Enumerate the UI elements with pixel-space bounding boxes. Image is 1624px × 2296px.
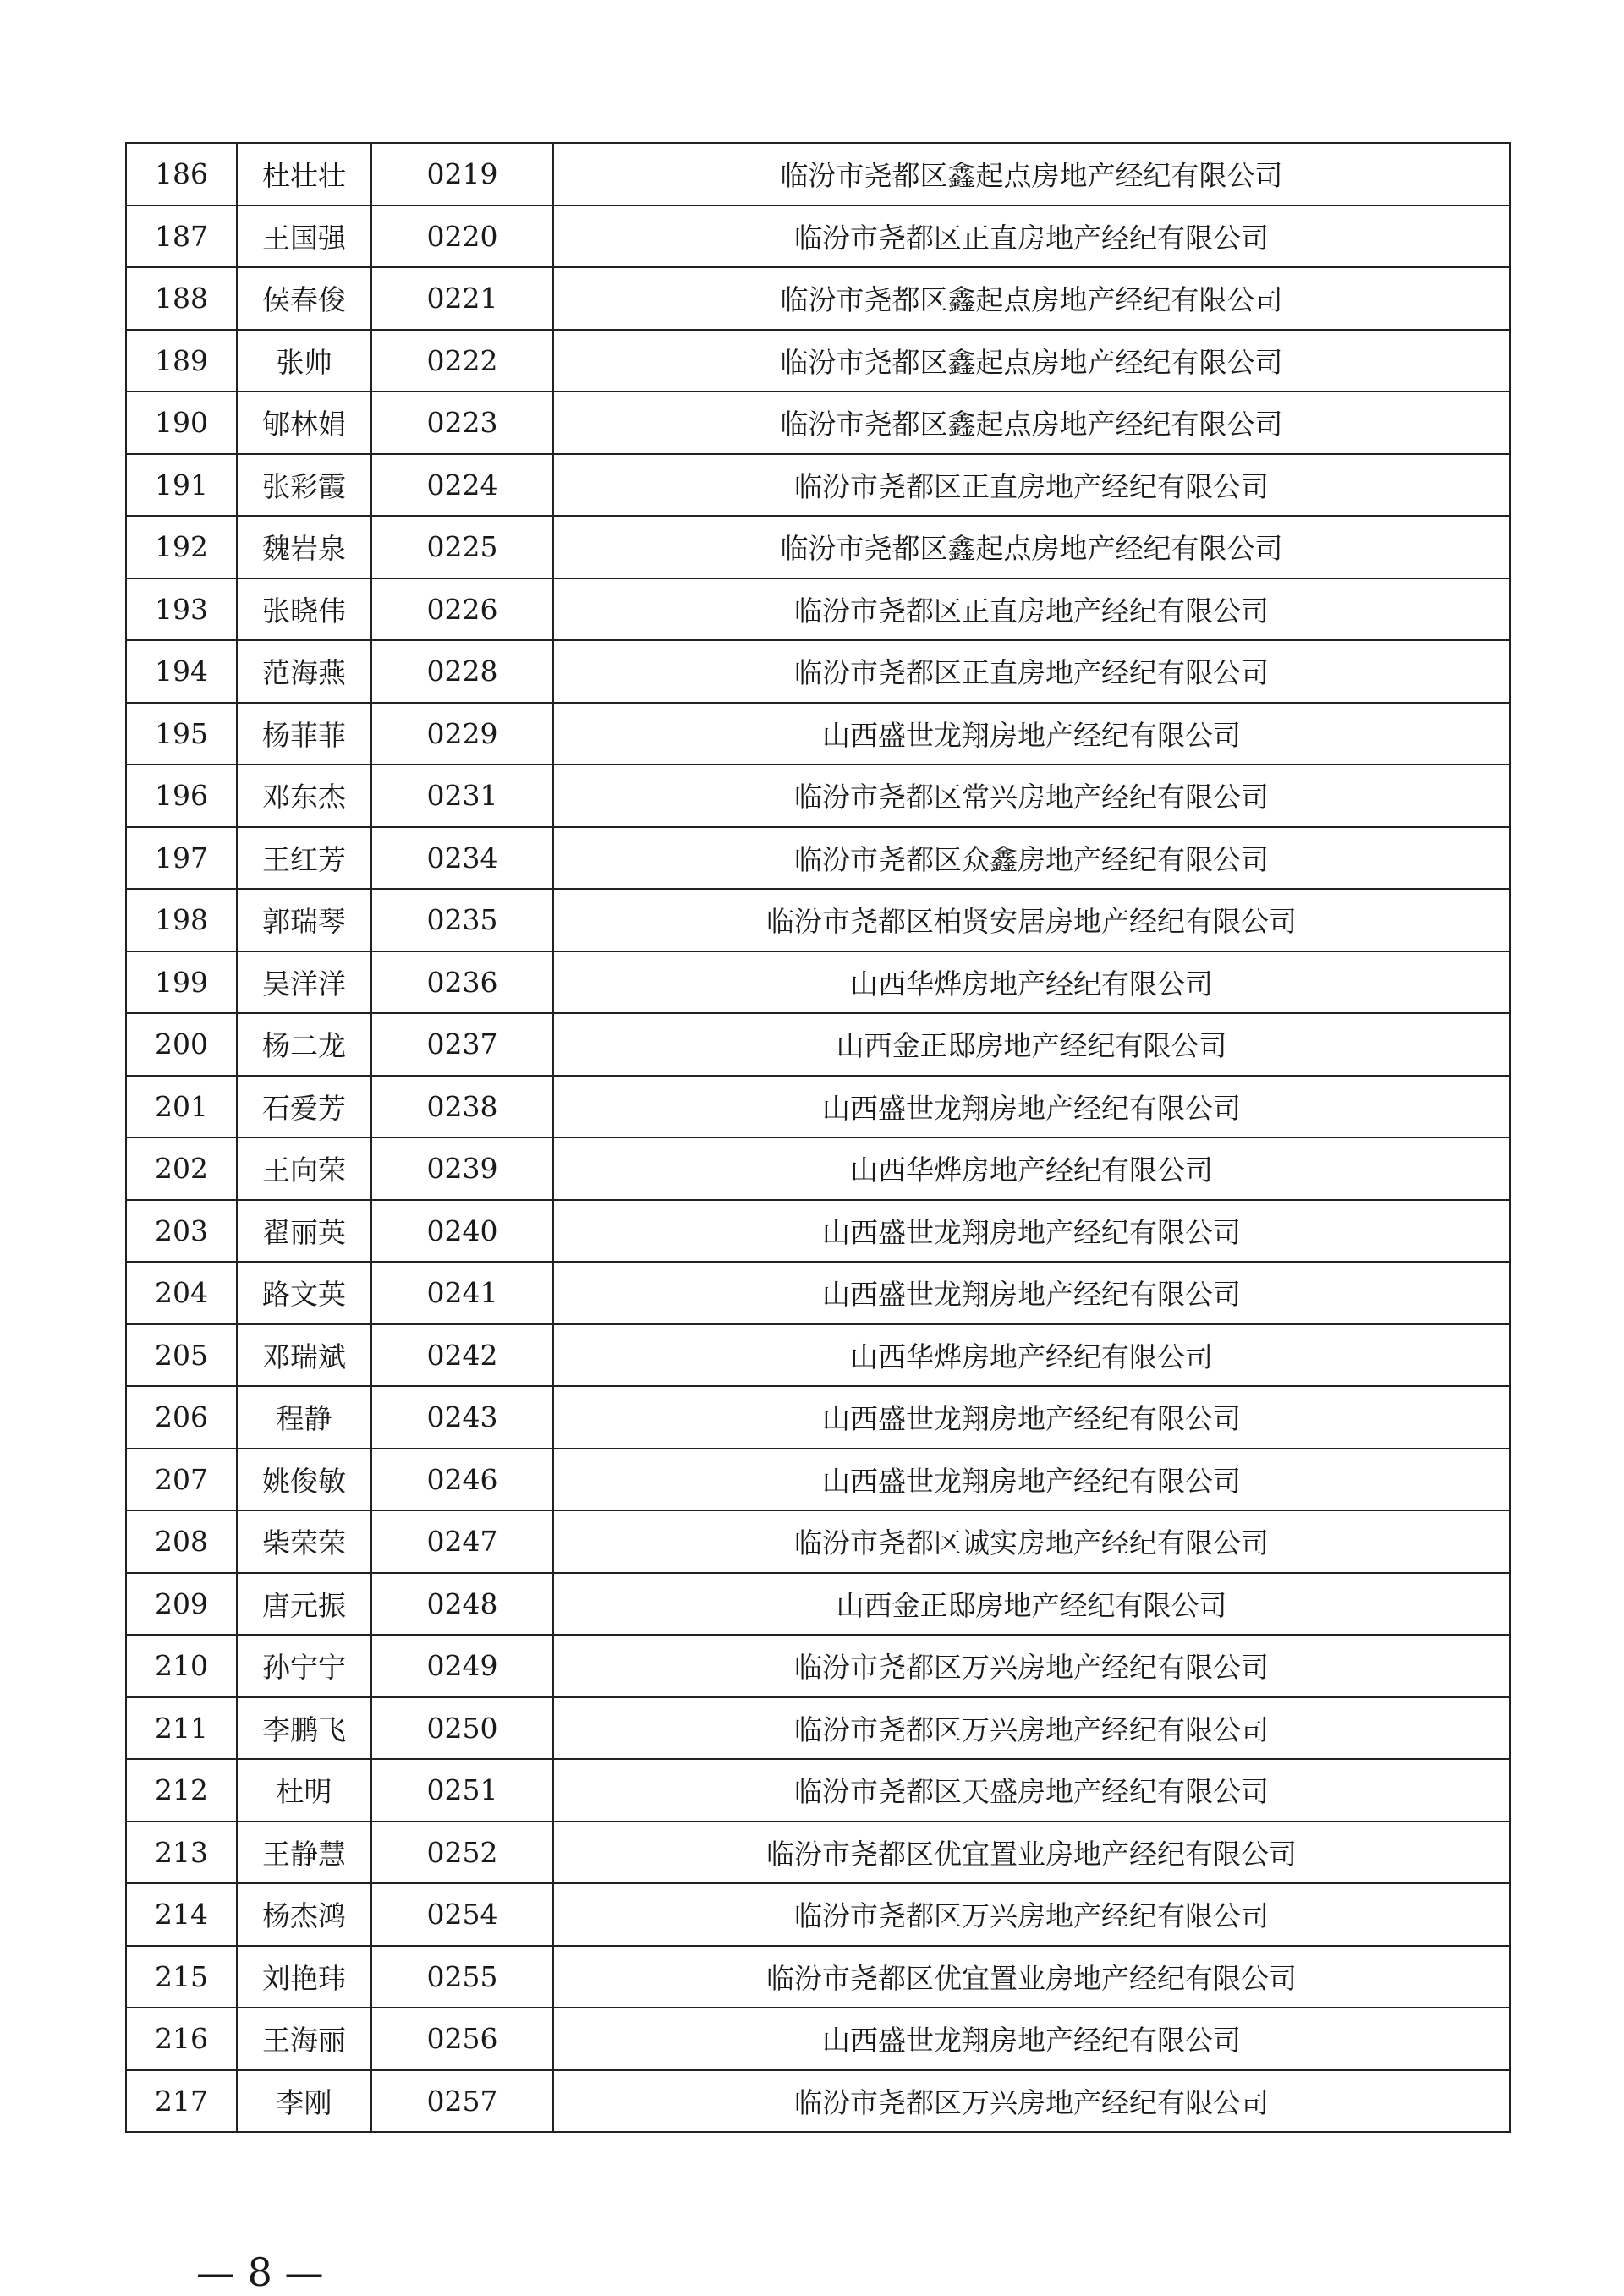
table-row <box>126 1449 1510 1511</box>
table-row <box>126 1013 1510 1076</box>
table-row <box>126 827 1510 890</box>
certificate-code-cell: 0239 <box>371 1137 553 1200</box>
certificate-code-cell: 0225 <box>371 516 553 578</box>
row-number-cell: 188 <box>126 267 237 330</box>
name-cell: 范海燕 <box>237 640 371 703</box>
name-cell: 翟丽英 <box>237 1200 371 1263</box>
name-cell: 王国强 <box>237 205 371 268</box>
company-cell: 临汾市尧都区万兴房地产经纪有限公司 <box>553 2070 1510 2133</box>
certificate-code-cell: 0248 <box>371 1573 553 1636</box>
company-cell: 山西华烨房地产经纪有限公司 <box>553 1324 1510 1387</box>
name-cell: 张晓伟 <box>237 578 371 641</box>
name-cell: 路文英 <box>237 1262 371 1324</box>
table-row <box>126 1697 1510 1760</box>
company-cell: 临汾市尧都区众鑫房地产经纪有限公司 <box>553 827 1510 890</box>
company-cell: 临汾市尧都区优宜置业房地产经纪有限公司 <box>553 1946 1510 2008</box>
table-row <box>126 1822 1510 1884</box>
row-number-cell: 194 <box>126 640 237 703</box>
table-row <box>126 1386 1510 1449</box>
row-number-cell: 208 <box>126 1510 237 1573</box>
company-cell: 山西金正邸房地产经纪有限公司 <box>553 1573 1510 1636</box>
table-row <box>126 1137 1510 1200</box>
table-row <box>126 454 1510 517</box>
name-cell: 杨杰鸿 <box>237 1883 371 1946</box>
table-row <box>126 1076 1510 1138</box>
row-number-cell: 213 <box>126 1822 237 1884</box>
row-number-cell: 195 <box>126 703 237 765</box>
table-row <box>126 392 1510 454</box>
table-row <box>126 330 1510 392</box>
name-cell: 刘艳玮 <box>237 1946 371 2008</box>
company-cell: 临汾市尧都区正直房地产经纪有限公司 <box>553 578 1510 641</box>
name-cell: 邓瑞斌 <box>237 1324 371 1387</box>
company-cell: 临汾市尧都区万兴房地产经纪有限公司 <box>553 1883 1510 1946</box>
company-cell: 山西金正邸房地产经纪有限公司 <box>553 1013 1510 1076</box>
row-number-cell: 193 <box>126 578 237 641</box>
row-number-cell: 214 <box>126 1883 237 1946</box>
company-cell: 山西华烨房地产经纪有限公司 <box>553 1137 1510 1200</box>
row-number-cell: 215 <box>126 1946 237 2008</box>
company-cell: 山西盛世龙翔房地产经纪有限公司 <box>553 1449 1510 1511</box>
company-cell: 临汾市尧都区诚实房地产经纪有限公司 <box>553 1510 1510 1573</box>
row-number-cell: 201 <box>126 1076 237 1138</box>
certificate-code-cell: 0234 <box>371 827 553 890</box>
company-cell: 临汾市尧都区鑫起点房地产经纪有限公司 <box>553 392 1510 454</box>
certificate-code-cell: 0243 <box>371 1386 553 1449</box>
row-number-cell: 210 <box>126 1635 237 1697</box>
company-cell: 山西盛世龙翔房地产经纪有限公司 <box>553 1076 1510 1138</box>
company-cell: 临汾市尧都区鑫起点房地产经纪有限公司 <box>553 330 1510 392</box>
company-cell: 临汾市尧都区正直房地产经纪有限公司 <box>553 640 1510 703</box>
company-cell: 临汾市尧都区万兴房地产经纪有限公司 <box>553 1697 1510 1760</box>
name-cell: 王海丽 <box>237 2008 371 2070</box>
certificate-code-cell: 0223 <box>371 392 553 454</box>
table-row <box>126 2070 1510 2133</box>
certificate-code-cell: 0222 <box>371 330 553 392</box>
table-row <box>126 1635 1510 1697</box>
name-cell: 杜明 <box>237 1759 371 1822</box>
table-row <box>126 1262 1510 1324</box>
company-cell: 临汾市尧都区优宜置业房地产经纪有限公司 <box>553 1822 1510 1884</box>
name-cell: 石爱芳 <box>237 1076 371 1138</box>
row-number-cell: 217 <box>126 2070 237 2133</box>
certificate-code-cell: 0242 <box>371 1324 553 1387</box>
name-cell: 张帅 <box>237 330 371 392</box>
roster-table <box>125 142 1511 2133</box>
company-cell: 山西盛世龙翔房地产经纪有限公司 <box>553 703 1510 765</box>
company-cell: 临汾市尧都区万兴房地产经纪有限公司 <box>553 1635 1510 1697</box>
name-cell: 李刚 <box>237 2070 371 2133</box>
name-cell: 姚俊敏 <box>237 1449 371 1511</box>
name-cell: 杜壮壮 <box>237 143 371 205</box>
certificate-code-cell: 0228 <box>371 640 553 703</box>
certificate-code-cell: 0229 <box>371 703 553 765</box>
certificate-code-cell: 0251 <box>371 1759 553 1822</box>
name-cell: 张彩霞 <box>237 454 371 517</box>
certificate-code-cell: 0249 <box>371 1635 553 1697</box>
certificate-code-cell: 0237 <box>371 1013 553 1076</box>
name-cell: 郭瑞琴 <box>237 889 371 951</box>
company-cell: 临汾市尧都区常兴房地产经纪有限公司 <box>553 764 1510 827</box>
certificate-code-cell: 0250 <box>371 1697 553 1760</box>
company-cell: 临汾市尧都区正直房地产经纪有限公司 <box>553 205 1510 268</box>
company-cell: 临汾市尧都区正直房地产经纪有限公司 <box>553 454 1510 517</box>
certificate-code-cell: 0255 <box>371 1946 553 2008</box>
certificate-code-cell: 0219 <box>371 143 553 205</box>
table-row <box>126 205 1510 268</box>
company-cell: 临汾市尧都区天盛房地产经纪有限公司 <box>553 1759 1510 1822</box>
row-number-cell: 200 <box>126 1013 237 1076</box>
certificate-code-cell: 0235 <box>371 889 553 951</box>
table-row <box>126 1946 1510 2008</box>
row-number-cell: 203 <box>126 1200 237 1263</box>
certificate-code-cell: 0257 <box>371 2070 553 2133</box>
certificate-code-cell: 0221 <box>371 267 553 330</box>
name-cell: 杨菲菲 <box>237 703 371 765</box>
page-number: — 8 — <box>196 2249 324 2295</box>
table-row <box>126 640 1510 703</box>
row-number-cell: 202 <box>126 1137 237 1200</box>
company-cell: 临汾市尧都区鑫起点房地产经纪有限公司 <box>553 516 1510 578</box>
table-row <box>126 516 1510 578</box>
row-number-cell: 206 <box>126 1386 237 1449</box>
table-row <box>126 764 1510 827</box>
name-cell: 王向荣 <box>237 1137 371 1200</box>
table-row <box>126 1200 1510 1263</box>
row-number-cell: 189 <box>126 330 237 392</box>
row-number-cell: 211 <box>126 1697 237 1760</box>
table-row <box>126 951 1510 1014</box>
name-cell: 柴荣荣 <box>237 1510 371 1573</box>
name-cell: 郇林娟 <box>237 392 371 454</box>
row-number-cell: 204 <box>126 1262 237 1324</box>
certificate-code-cell: 0246 <box>371 1449 553 1511</box>
company-cell: 临汾市尧都区柏贤安居房地产经纪有限公司 <box>553 889 1510 951</box>
row-number-cell: 196 <box>126 764 237 827</box>
company-cell: 临汾市尧都区鑫起点房地产经纪有限公司 <box>553 143 1510 205</box>
table-row <box>126 1510 1510 1573</box>
company-cell: 临汾市尧都区鑫起点房地产经纪有限公司 <box>553 267 1510 330</box>
name-cell: 杨二龙 <box>237 1013 371 1076</box>
table-row <box>126 1883 1510 1946</box>
row-number-cell: 197 <box>126 827 237 890</box>
certificate-code-cell: 0236 <box>371 951 553 1014</box>
row-number-cell: 216 <box>126 2008 237 2070</box>
name-cell: 吴洋洋 <box>237 951 371 1014</box>
roster-table-body <box>126 143 1510 2132</box>
certificate-code-cell: 0231 <box>371 764 553 827</box>
name-cell: 魏岩泉 <box>237 516 371 578</box>
row-number-cell: 192 <box>126 516 237 578</box>
company-cell: 山西盛世龙翔房地产经纪有限公司 <box>553 2008 1510 2070</box>
company-cell: 山西华烨房地产经纪有限公司 <box>553 951 1510 1014</box>
certificate-code-cell: 0256 <box>371 2008 553 2070</box>
name-cell: 邓东杰 <box>237 764 371 827</box>
name-cell: 唐元振 <box>237 1573 371 1636</box>
row-number-cell: 186 <box>126 143 237 205</box>
table-row <box>126 889 1510 951</box>
name-cell: 李鹏飞 <box>237 1697 371 1760</box>
table-row <box>126 1573 1510 1636</box>
row-number-cell: 199 <box>126 951 237 1014</box>
company-cell: 山西盛世龙翔房地产经纪有限公司 <box>553 1386 1510 1449</box>
certificate-code-cell: 0240 <box>371 1200 553 1263</box>
row-number-cell: 209 <box>126 1573 237 1636</box>
table-row <box>126 2008 1510 2070</box>
certificate-code-cell: 0241 <box>371 1262 553 1324</box>
table-row <box>126 578 1510 641</box>
table-row <box>126 143 1510 205</box>
name-cell: 程静 <box>237 1386 371 1449</box>
certificate-code-cell: 0226 <box>371 578 553 641</box>
row-number-cell: 198 <box>126 889 237 951</box>
certificate-code-cell: 0252 <box>371 1822 553 1884</box>
certificate-code-cell: 0224 <box>371 454 553 517</box>
table-row <box>126 703 1510 765</box>
row-number-cell: 187 <box>126 205 237 268</box>
certificate-code-cell: 0220 <box>371 205 553 268</box>
table-row <box>126 1759 1510 1822</box>
row-number-cell: 212 <box>126 1759 237 1822</box>
table-row <box>126 1324 1510 1387</box>
row-number-cell: 205 <box>126 1324 237 1387</box>
table-row <box>126 267 1510 330</box>
name-cell: 王红芳 <box>237 827 371 890</box>
name-cell: 孙宁宁 <box>237 1635 371 1697</box>
certificate-code-cell: 0247 <box>371 1510 553 1573</box>
certificate-code-cell: 0238 <box>371 1076 553 1138</box>
row-number-cell: 190 <box>126 392 237 454</box>
name-cell: 侯春俊 <box>237 267 371 330</box>
company-cell: 山西盛世龙翔房地产经纪有限公司 <box>553 1200 1510 1263</box>
name-cell: 王静慧 <box>237 1822 371 1884</box>
certificate-code-cell: 0254 <box>371 1883 553 1946</box>
company-cell: 山西盛世龙翔房地产经纪有限公司 <box>553 1262 1510 1324</box>
roster-table-container <box>125 142 1509 2133</box>
row-number-cell: 207 <box>126 1449 237 1511</box>
row-number-cell: 191 <box>126 454 237 517</box>
